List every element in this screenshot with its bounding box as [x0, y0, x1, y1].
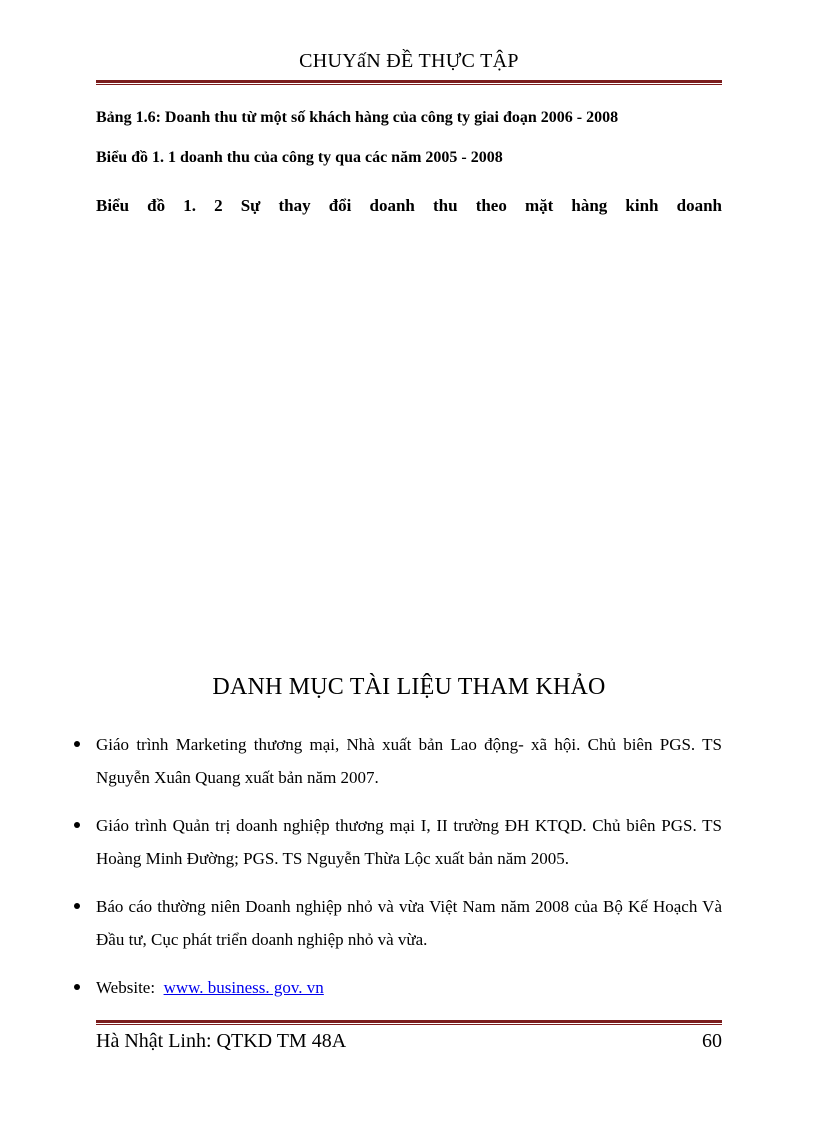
header-divider: [96, 80, 722, 85]
bullet-icon: [74, 903, 80, 909]
website-label: Website:: [96, 978, 156, 997]
footer-divider: [96, 1020, 722, 1025]
table-caption-1-6: Bảng 1.6: Doanh thu từ một số khách hàng của công ty giai đoạn 2006 - 2008: [96, 109, 619, 126]
references-title: DANH MỤC TÀI LIỆU THAM KHẢO: [212, 674, 606, 700]
reference-text: Báo cáo thường niên Doanh nghiệp nhỏ và vừa Việt Nam năm 2008 của Bộ Kế Hoạch Và Đầu tư, Cục phát triển doanh nghiệp nhỏ và vừa.: [96, 897, 722, 949]
reference-item: [96, 728, 722, 794]
chart-caption-1-1: Biểu đồ 1. 1 doanh thu của công ty qua các năm 2005 - 2008: [96, 149, 503, 166]
page-header-title: CHUYấN ĐỀ THỰC TẬP: [299, 50, 519, 72]
bullet-icon: [74, 822, 80, 828]
reference-item-website: [96, 971, 722, 1004]
reference-text: Giáo trình Quản trị doanh nghiệp thương mại I, II trường ĐH KTQD. Chủ biên PGS. TS Hoàng Minh Đường; PGS. TS Nguyễn Thừa Lộc xuất bản năm 2005.: [96, 816, 722, 868]
website-link[interactable]: www. business. gov. vn: [163, 978, 324, 997]
bullet-icon: [74, 984, 80, 990]
page-number: 60: [702, 1030, 722, 1052]
reference-list: [96, 728, 722, 1019]
chart-caption-1-2: Biểu đồ 1. 2 Sự thay đổi doanh thu theo mặt hàng kinh doanh: [96, 196, 722, 215]
reference-item: [96, 809, 722, 875]
reference-item: [96, 890, 722, 956]
bullet-icon: [74, 741, 80, 747]
reference-text: Giáo trình Marketing thương mại, Nhà xuất bản Lao động- xã hội. Chủ biên PGS. TS Nguyễn Xuân Quang xuất bản năm 2007.: [96, 735, 722, 787]
footer-author: Hà Nhật Linh: QTKD TM 48A: [96, 1030, 347, 1052]
